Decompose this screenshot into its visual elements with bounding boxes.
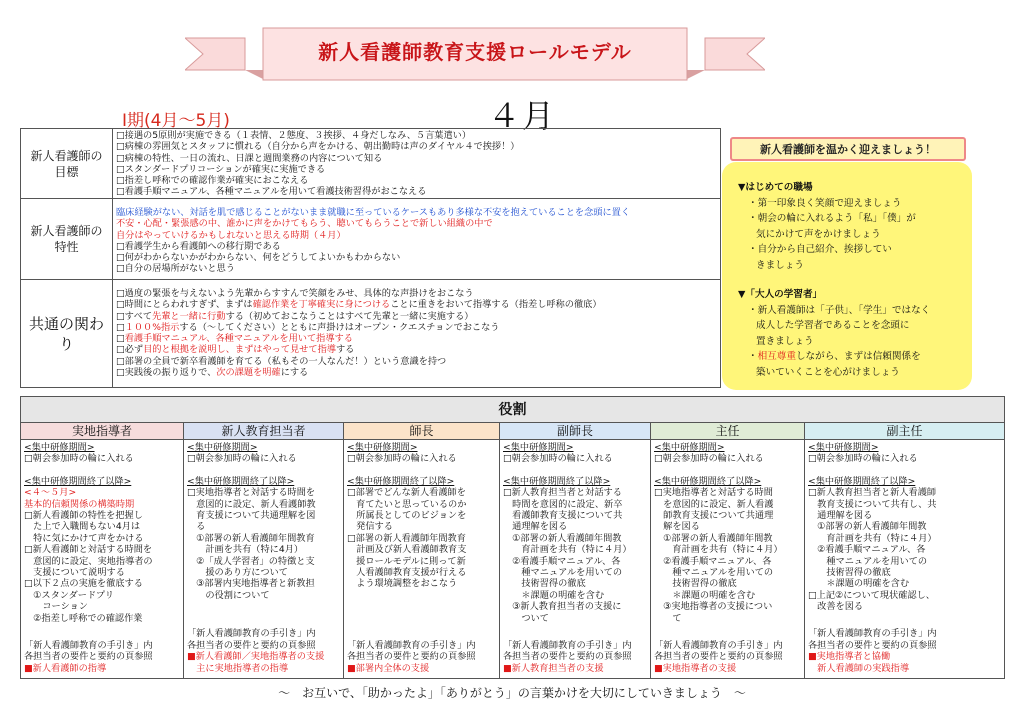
goal-line: □病棟の雰囲気とスタッフに慣れる（自分から声をかける、朝出勤時は声のダイヤル４で挨拶！） <box>116 141 520 153</box>
role-line: 種マニュアルを用いての <box>503 567 623 579</box>
role-responsibility: ■部署内全体の支援 <box>347 662 430 674</box>
role-line: ①部署の新人看護師年間教 <box>503 532 622 544</box>
role-column <box>184 423 344 678</box>
goals-content <box>116 130 718 198</box>
role-line: □朝会参加時の輪に入れる <box>808 453 918 465</box>
role-footer-line: 各担当者の要件と要約の頁参照 <box>24 651 153 663</box>
role-line: <集中研修期間> <box>503 442 574 453</box>
role-line: 援ロールモデルに則って新 <box>347 555 466 567</box>
role-line: 通理解を図る <box>808 510 873 522</box>
role-header: 主任 <box>651 423 804 440</box>
role-line: □新人教育担当者と対話する <box>503 487 622 499</box>
panel-section-head: ▼「大人の学習者」 <box>738 289 823 300</box>
role-line: □朝会参加時の輪に入れる <box>187 453 297 465</box>
common-header: 共通の関わり <box>21 280 113 387</box>
role-line: 基本的信頼関係の構築時期 <box>24 498 135 510</box>
trait-line: □自分の居場所がないと思う <box>116 263 235 275</box>
role-line: □新人教育担当者と新人看護師 <box>808 487 937 499</box>
traits-content <box>116 207 718 275</box>
role-header: 新人教育担当者 <box>184 423 343 440</box>
common-line: □過度の緊張を与えないよう先輩からすすんで笑顔をみせ、具体的な声掛けをおこなう <box>116 288 474 299</box>
welcome-panel <box>722 162 972 390</box>
goal-line: □指差し呼称での確認作業が確実におこなえる <box>116 175 309 187</box>
role-line: ①部署の新人看護師年間教 <box>654 532 773 544</box>
role-line: □朝会参加時の輪に入れる <box>347 453 457 465</box>
role-footer-line: 「新人看護師教育の手引き」内 <box>654 639 783 651</box>
role-line: ③実地指導者の支援につい <box>654 601 773 613</box>
role-footer <box>503 640 648 674</box>
common-content <box>116 288 718 378</box>
role-footer-line: 「新人看護師教育の手引き」内 <box>24 639 153 651</box>
role-line: ②看護手順マニュアル、各 <box>503 555 621 567</box>
role-line: 技術習得の徹底 <box>503 578 586 590</box>
role-line: □朝会参加時の輪に入れる <box>24 453 134 465</box>
role-line: ＊課題の明確を含む <box>503 589 605 601</box>
role-line: □朝会参加時の輪に入れる <box>503 453 613 465</box>
panel-item: ・新人看護師は「子供」、「学生」ではなく <box>748 304 931 316</box>
role-line: □上記②について現状確認し、 <box>808 589 935 601</box>
role-footer <box>808 628 1002 674</box>
role-footer-line: 各担当者の要件と要約の頁参照 <box>808 639 937 651</box>
role-line: <集中研修期間終了以降> <box>347 475 455 487</box>
period-label: Ⅰ期(4月～5月) <box>122 111 230 131</box>
role-body <box>500 440 650 678</box>
role-line: 改善を図る <box>808 601 864 613</box>
panel-item: ・相互尊重しながら、まずは信頼関係を <box>748 351 921 362</box>
month-label: ４月 <box>488 97 557 135</box>
role-line: <集中研修期間> <box>808 442 879 453</box>
role-footer-line: 各担当者の要件と要約の頁参照 <box>347 651 476 663</box>
common-line: □すべて先輩と一緒に行動する（初めておこなうことはすべて先輩と一緒に実施する） <box>116 310 474 322</box>
role-line: 発信する <box>347 521 393 533</box>
role-line: □部署でどんな新人看護師を <box>347 487 466 499</box>
role-line: 育てたいと思っているのか <box>347 498 467 510</box>
role-body <box>21 440 183 678</box>
role-line: ③部署内実地指導者と新教担 <box>187 578 315 590</box>
role-line: ②指差し呼称での確認作業 <box>24 612 143 624</box>
goal-line: □看護手順マニュアル、各種マニュアルを用いて看護技術習得がおこなえる <box>116 186 427 198</box>
role-body <box>184 440 343 678</box>
panel-item: 築いていくことを心がけましょう <box>756 366 900 378</box>
welcome-callout: 新人看護師を温かく迎えましょう！ <box>730 137 966 161</box>
traits-red-line: 自分はやっていけるかもしれないと思える時期（４月） <box>116 229 346 241</box>
role-line: ①部署の新人看護師年間教 <box>808 521 927 533</box>
role-line: 技術習得の徹底 <box>654 578 737 590</box>
panel-section-head: ▼はじめての職場 <box>738 182 813 193</box>
role-line: <４～５月> <box>24 487 77 499</box>
role-line: 所属長としてのビジョンを <box>347 510 467 522</box>
role-line: <集中研修期間> <box>654 442 725 453</box>
role-line: よう環境調整をおこなう <box>347 578 458 590</box>
role-footer-line: 「新人看護師教育の手引き」内 <box>187 628 316 640</box>
role-line: 師教育支援について共通理 <box>654 510 774 522</box>
overview-table <box>20 128 721 388</box>
role-line: □新人看護師の特性を把握し <box>24 510 143 522</box>
role-footer-line: 各担当者の要件と要約の頁参照 <box>187 639 316 651</box>
role-header: 実地指導者 <box>21 423 183 440</box>
role-line: <集中研修期間終了以降> <box>503 475 611 487</box>
role-header: 副主任 <box>805 423 1004 440</box>
role-line: 解を図る <box>654 521 700 533</box>
role-line: <集中研修期間終了以降> <box>187 475 295 487</box>
role-body <box>805 440 1004 678</box>
role-line: <集中研修期間終了以降> <box>24 475 132 487</box>
role-line: ②看護手順マニュアル、各 <box>808 544 926 556</box>
role-line: □以下２点の実施を徹底する <box>24 578 143 590</box>
role-line: 支援について説明する <box>24 567 125 579</box>
panel-item: ・朝会の輪に入れるよう「私」「僕」が <box>748 213 916 224</box>
role-line: 意図的に設定、実地指導者の <box>24 555 153 567</box>
role-line: 看護師教育支援について共 <box>503 510 623 522</box>
role-responsibility: 主に実地指導者の指導 <box>187 662 289 674</box>
role-line: <集中研修期間終了以降> <box>654 475 762 487</box>
role-line: 計画及び新人看護師教育支 <box>347 544 467 556</box>
goal-line: □スタンダードプリコーションが確実に実施できる <box>116 163 326 175</box>
goal-line: □接遇の5原則が実施できる（１表情、２態度、３挨拶、４身だしなみ、５言葉遣い） <box>116 130 472 141</box>
traits-note: 臨床経験がない、対話を肌で感じることがないまま就職に至っているケースもあり多様な不安を抱えていることを念頭に置く <box>116 207 631 218</box>
role-footer-line: 「新人看護師教育の手引き」内 <box>808 628 937 640</box>
panel-item: きましょう <box>756 259 804 271</box>
role-line: □実地指導者と対話する時間 <box>654 487 773 499</box>
role-line: 技術習得の徹底 <box>808 567 891 579</box>
role-line: 時間を意図的に設定、新卒 <box>503 498 623 510</box>
roles-table <box>20 396 1005 679</box>
trait-line: □看護学生から看護師への移行期である <box>116 240 281 252</box>
role-line: □朝会参加時の輪に入れる <box>654 453 764 465</box>
role-line: た上で入職間もない4月は <box>24 521 141 533</box>
common-line: □部署の全員で新卒看護師を育てる（私もその一人なんだ！）という意識を持つ <box>116 355 447 367</box>
role-header: 副師長 <box>500 423 650 440</box>
role-line: ＊課題の明確を含む <box>654 589 756 601</box>
role-line: <集中研修期間> <box>187 442 258 453</box>
role-column <box>805 423 1004 678</box>
role-line: を意図的に設定、新人看護 <box>654 498 774 510</box>
traits-row <box>21 199 720 280</box>
traits-red-line: 不安・心配・緊張感の中、誰かに声をかけてもらう、聴いてもらうことで新しい組織の中で <box>116 218 493 230</box>
role-line: □実地指導者と対話する時間を <box>187 487 316 499</box>
role-line: ③新人教育担当者の支援に <box>503 601 622 613</box>
role-line: ①スタンダードプリ <box>24 589 114 601</box>
panel-item: 成人した学習者であることを念頭に <box>756 320 910 331</box>
panel-item: 気にかけて声をかけましょう <box>756 228 881 240</box>
common-line: □看護手順マニュアル、各種マニュアルを用いて指導する <box>116 333 353 345</box>
common-line: □時間にとらわれすぎず、まずは確認作業を丁寧確実に身につけることに重きをおいて指導する（指差し呼称の徹底） <box>116 299 602 311</box>
role-line: ②看護手順マニュアル、各 <box>654 555 772 567</box>
role-line: <集中研修期間> <box>347 442 418 453</box>
role-line: て <box>654 612 682 624</box>
role-body <box>651 440 804 678</box>
role-line: る <box>187 521 206 533</box>
page-title: 新人看護師教育支援ロールモデル <box>318 40 632 64</box>
common-line: □必ず目的と根拠を説明し、まずはやって見せて指導する <box>116 344 355 356</box>
role-header: 師長 <box>344 423 499 440</box>
role-line: 育支援について共通理解を図 <box>187 510 316 522</box>
title-banner <box>185 24 765 84</box>
goals-row <box>21 129 720 199</box>
role-body <box>344 440 499 678</box>
common-line: □実践後の振り返りで、次の課題を明確にする <box>116 367 309 379</box>
role-line: 援のあり方について <box>187 567 288 579</box>
role-line: ついて <box>503 612 549 624</box>
role-line: 意図的に設定、新人看護師教 <box>187 498 316 510</box>
role-line: の役割について <box>187 589 270 601</box>
role-line: 種マニュアルを用いての <box>654 567 774 579</box>
role-footer-line: 各担当者の要件と要約の頁参照 <box>654 651 783 663</box>
role-column <box>21 423 184 678</box>
role-line: □部署の新人看護師年間教育 <box>347 532 466 544</box>
role-footer <box>654 640 802 674</box>
role-line: 育計画を共有（特に４月） <box>808 532 937 544</box>
role-responsibility: ■新人教育担当者の支援 <box>503 662 604 674</box>
role-line: ②「成人学習者」の特徴と支 <box>187 555 315 567</box>
trait-line: □何がわからないかがわからない、何をどうしてよいかもわからない <box>116 252 401 264</box>
role-line: 人看護師教育支援が行える <box>347 567 467 579</box>
role-line: ＊課題の明確を含む <box>808 578 910 590</box>
role-footer-line: 「新人看護師教育の手引き」内 <box>347 639 476 651</box>
role-responsibility: 新人看護師の実践指導 <box>808 662 910 674</box>
role-footer <box>347 640 497 674</box>
role-responsibility: ■実地指導者の支援 <box>654 662 737 674</box>
role-line: ①部署の新人看護師年間教育 <box>187 532 315 544</box>
role-line: 通理解を図る <box>503 521 568 533</box>
role-line: <集中研修期間> <box>24 442 95 453</box>
role-line: 計画を共有（特に4月） <box>187 544 304 556</box>
role-column <box>344 423 500 678</box>
role-responsibility: ■新人看護師／実地指導者の支援 <box>187 651 325 663</box>
role-responsibility: ■新人看護師の指導 <box>24 662 107 674</box>
role-responsibility: ■実地指導者と協働 <box>808 651 891 663</box>
role-line: □新人看護師と対話する時間を <box>24 544 153 556</box>
role-column <box>500 423 651 678</box>
role-footer-line: 「新人看護師教育の手引き」内 <box>503 639 632 651</box>
role-line: 教育支援について共有し、共 <box>808 498 937 510</box>
role-line: 種マニュアルを用いての <box>808 555 928 567</box>
role-line: 育計画を共有（特に４月） <box>654 544 783 556</box>
panel-item: ・第一印象良く笑顔で迎えましょう <box>748 197 902 209</box>
panel-item: 置きましょう <box>756 335 814 347</box>
footer-message: ～ お互いで、「助かったよ」「ありがとう」の言葉かけを大切にしていきましょう ～ <box>278 686 746 700</box>
common-line: □１００%指示する（～してください）とともに声掛けはオープン・クエスチョンでおこなう <box>116 321 500 333</box>
role-footer-line: 各担当者の要件と要約の頁参照 <box>503 651 632 663</box>
role-footer <box>187 628 341 674</box>
roles-title: 役割 <box>21 397 1004 423</box>
role-column <box>651 423 805 678</box>
common-row <box>21 280 720 387</box>
role-line: <集中研修期間終了以降> <box>808 475 916 487</box>
traits-header: 新人看護師の特性 <box>21 199 113 279</box>
role-line: 育計画を共有（特に４月） <box>503 544 632 556</box>
goals-header: 新人看護師の目標 <box>21 129 113 198</box>
goal-line: □病棟の特性、一日の流れ、日課と週間業務の内容について知る <box>116 152 383 164</box>
role-line: 特に気にかけて声をかける <box>24 532 144 544</box>
panel-item: ・自分から自己紹介、挨拶してい <box>748 244 892 255</box>
role-line: コーション <box>24 601 88 613</box>
role-footer <box>24 640 181 674</box>
